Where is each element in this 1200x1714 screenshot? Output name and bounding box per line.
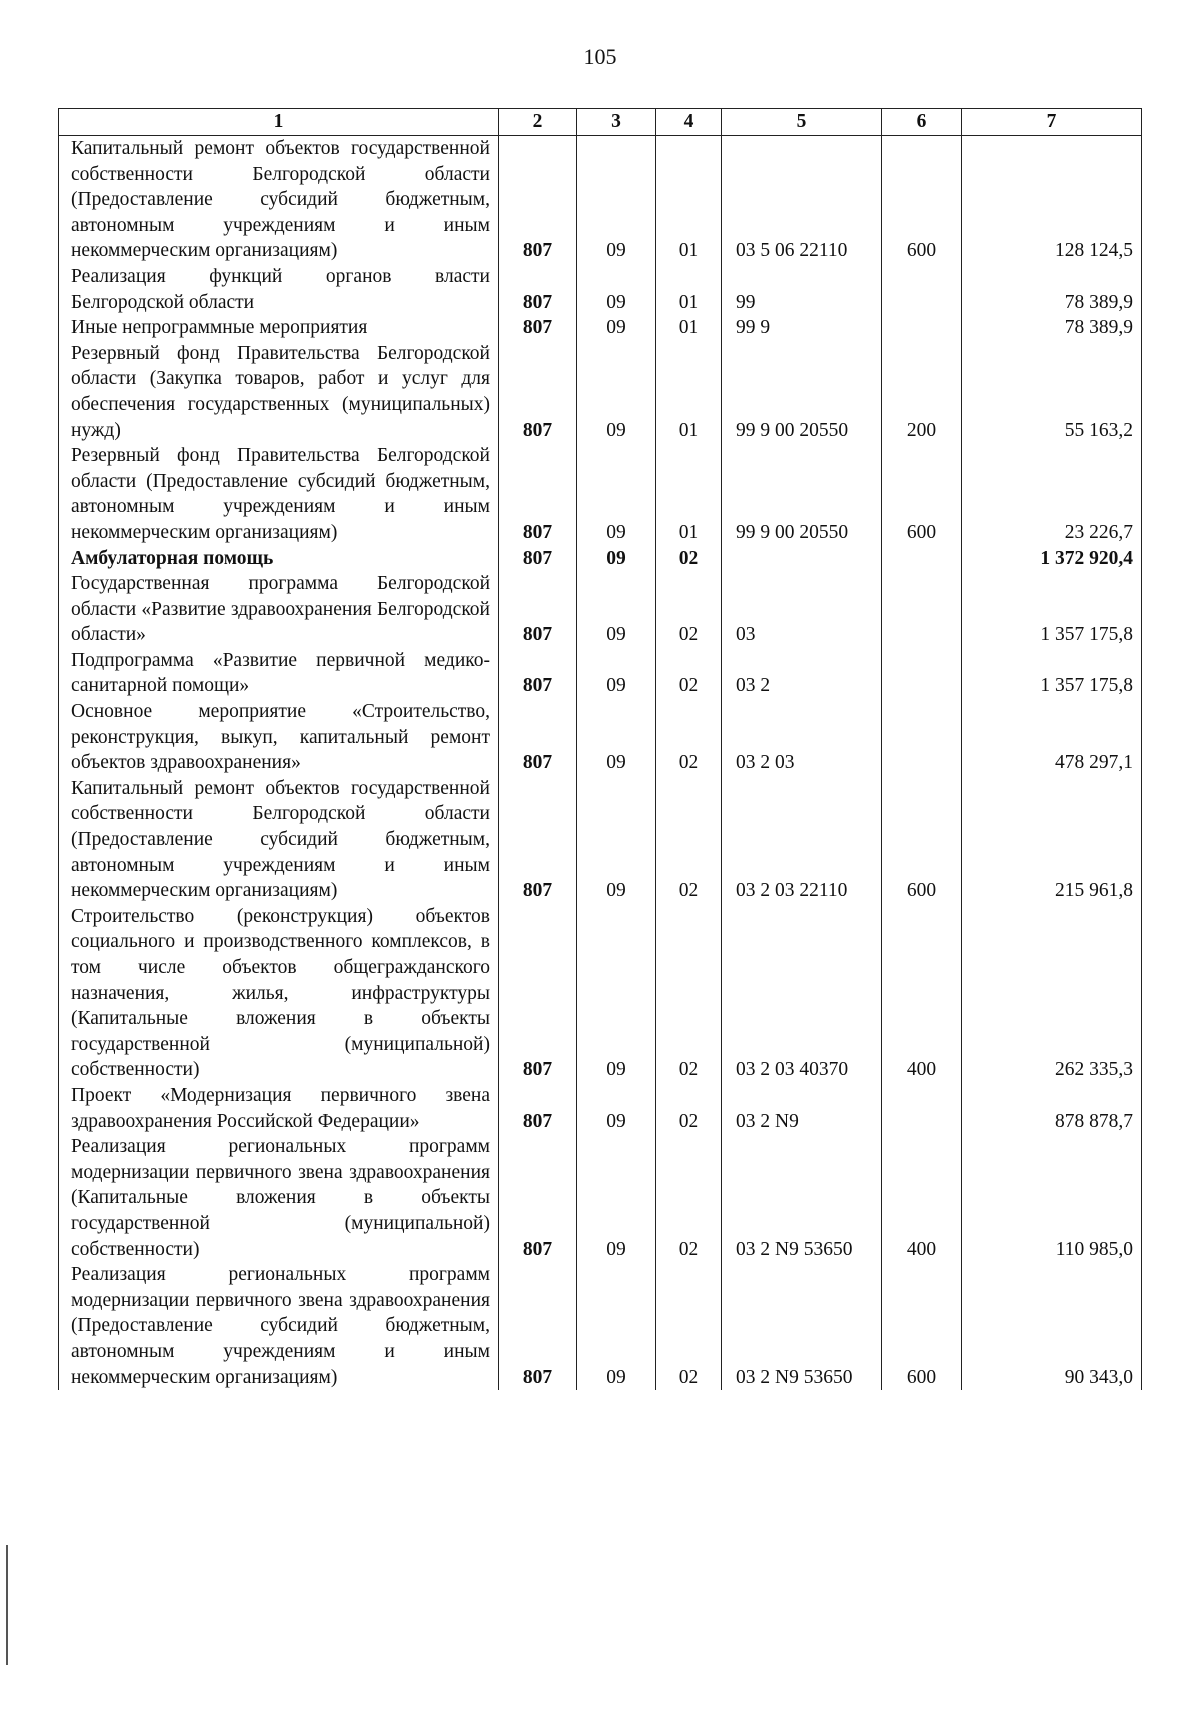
row-expense-type-code [882, 1083, 962, 1134]
row-section-code: 09 [577, 264, 656, 315]
row-amount: 78 389,9 [962, 315, 1142, 341]
row-amount: 215 961,8 [962, 776, 1142, 904]
row-subsection-code: 02 [656, 904, 722, 1083]
row-section-code: 09 [577, 699, 656, 776]
row-name: Амбулаторная помощь [59, 546, 499, 572]
row-ved-code: 807 [499, 648, 577, 699]
row-section-code: 09 [577, 776, 656, 904]
row-section-code: 09 [577, 546, 656, 572]
row-ved-code: 807 [499, 571, 577, 648]
page-number: 105 [583, 44, 617, 69]
row-ved-code: 807 [499, 1262, 577, 1390]
row-subsection-code: 02 [656, 546, 722, 572]
row-ved-code: 807 [499, 136, 577, 264]
row-expense-type-code [882, 546, 962, 572]
row-amount: 90 343,0 [962, 1262, 1142, 1390]
row-amount: 23 226,7 [962, 443, 1142, 545]
column-header-2: 2 [499, 109, 577, 136]
row-subsection-code: 02 [656, 1134, 722, 1262]
row-target-article-code: 03 2 [722, 648, 882, 699]
row-section-code: 09 [577, 571, 656, 648]
table-row [59, 136, 1142, 264]
row-section-code: 09 [577, 136, 656, 264]
row-section-code: 09 [577, 648, 656, 699]
table-row [59, 1134, 1142, 1262]
row-amount: 478 297,1 [962, 699, 1142, 776]
column-header-1: 1 [59, 109, 499, 136]
row-amount: 262 335,3 [962, 904, 1142, 1083]
row-target-article-code [722, 546, 882, 572]
row-section-code: 09 [577, 315, 656, 341]
row-subsection-code: 02 [656, 699, 722, 776]
row-amount: 128 124,5 [962, 136, 1142, 264]
row-subsection-code: 01 [656, 264, 722, 315]
row-subsection-code: 02 [656, 571, 722, 648]
table-row [59, 443, 1142, 545]
row-subsection-code: 01 [656, 315, 722, 341]
row-section-code: 09 [577, 1262, 656, 1390]
row-amount: 1 372 920,4 [962, 546, 1142, 572]
budget-table [58, 108, 1142, 1390]
row-target-article-code: 03 2 N9 53650 [722, 1134, 882, 1262]
row-expense-type-code: 600 [882, 136, 962, 264]
row-expense-type-code: 400 [882, 904, 962, 1083]
row-target-article-code: 99 9 00 20550 [722, 443, 882, 545]
row-name: Подпрограмма «Развитие первичной медико-санитарной помощи» [59, 648, 499, 699]
row-name: Основное мероприятие «Строительство, реконструкция, выкуп, капитальный ремонт объектов здравоохранения» [59, 699, 499, 776]
table-body [59, 136, 1142, 1391]
row-subsection-code: 02 [656, 1262, 722, 1390]
column-header-4: 4 [656, 109, 722, 136]
row-target-article-code: 03 2 03 40370 [722, 904, 882, 1083]
row-target-article-code: 99 9 00 20550 [722, 341, 882, 443]
row-ved-code: 807 [499, 315, 577, 341]
row-name: Иные непрограммные мероприятия [59, 315, 499, 341]
row-name: Реализация региональных программ модернизации первичного звена здравоохранения (Капитальные вложения в объекты государственной (муниципальной) собственности) [59, 1134, 499, 1262]
row-section-code: 09 [577, 1134, 656, 1262]
table-row [59, 648, 1142, 699]
column-header-5: 5 [722, 109, 882, 136]
row-subsection-code: 01 [656, 136, 722, 264]
row-expense-type-code: 600 [882, 443, 962, 545]
table-row [59, 699, 1142, 776]
row-name: Реализация региональных программ модернизации первичного звена здравоохранения (Предоставление субсидий бюджетным, автономным учреждениям и иным некоммерческим организациям) [59, 1262, 499, 1390]
row-name: Капитальный ремонт объектов государственной собственности Белгородской области (Предоставление субсидий бюджетным, автономным учреждениям и иным некоммерческим организациям) [59, 136, 499, 264]
row-expense-type-code [882, 315, 962, 341]
row-name: Государственная программа Белгородской области «Развитие здравоохранения Белгородской области» [59, 571, 499, 648]
row-section-code: 09 [577, 904, 656, 1083]
table-row [59, 776, 1142, 904]
row-amount: 55 163,2 [962, 341, 1142, 443]
table-row [59, 264, 1142, 315]
row-name: Капитальный ремонт объектов государственной собственности Белгородской области (Предоставление субсидий бюджетным, автономным учреждениям и иным некоммерческим организациям) [59, 776, 499, 904]
row-target-article-code: 03 5 06 22110 [722, 136, 882, 264]
row-amount: 878 878,7 [962, 1083, 1142, 1134]
column-header-3: 3 [577, 109, 656, 136]
row-expense-type-code: 600 [882, 776, 962, 904]
row-ved-code: 807 [499, 341, 577, 443]
row-section-code: 09 [577, 443, 656, 545]
row-subsection-code: 01 [656, 443, 722, 545]
row-target-article-code: 99 [722, 264, 882, 315]
row-expense-type-code [882, 699, 962, 776]
row-section-code: 09 [577, 1083, 656, 1134]
row-expense-type-code: 400 [882, 1134, 962, 1262]
row-subsection-code: 01 [656, 341, 722, 443]
row-amount: 1 357 175,8 [962, 571, 1142, 648]
table-row [59, 904, 1142, 1083]
row-expense-type-code [882, 648, 962, 699]
column-header-6: 6 [882, 109, 962, 136]
row-expense-type-code [882, 264, 962, 315]
row-expense-type-code: 600 [882, 1262, 962, 1390]
row-target-article-code: 99 9 [722, 315, 882, 341]
row-expense-type-code [882, 571, 962, 648]
row-subsection-code: 02 [656, 1083, 722, 1134]
table-row [59, 315, 1142, 341]
row-target-article-code: 03 2 03 22110 [722, 776, 882, 904]
row-amount: 110 985,0 [962, 1134, 1142, 1262]
row-name: Резервный фонд Правительства Белгородской области (Закупка товаров, работ и услуг для обеспечения государственных (муниципальных) нужд) [59, 341, 499, 443]
row-subsection-code: 02 [656, 648, 722, 699]
row-name: Резервный фонд Правительства Белгородской области (Предоставление субсидий бюджетным, автономным учреждениям и иным некоммерческим организациям) [59, 443, 499, 545]
row-target-article-code: 03 2 N9 53650 [722, 1262, 882, 1390]
row-expense-type-code: 200 [882, 341, 962, 443]
row-name: Строительство (реконструкция) объектов социального и производственного комплексов, в том числе объектов общегражданского назначения, жилья, инфраструктуры (Капитальные вложения в объекты государственной (муниципальной) собственности) [59, 904, 499, 1083]
table-row [59, 1262, 1142, 1390]
table-row [59, 571, 1142, 648]
column-header-7: 7 [962, 109, 1142, 136]
table-row [59, 1083, 1142, 1134]
table-row [59, 341, 1142, 443]
row-ved-code: 807 [499, 546, 577, 572]
row-name: Реализация функций органов власти Белгородской области [59, 264, 499, 315]
row-target-article-code: 03 [722, 571, 882, 648]
row-ved-code: 807 [499, 1134, 577, 1262]
row-ved-code: 807 [499, 699, 577, 776]
row-ved-code: 807 [499, 443, 577, 545]
row-amount: 1 357 175,8 [962, 648, 1142, 699]
row-name: Проект «Модернизация первичного звена здравоохранения Российской Федерации» [59, 1083, 499, 1134]
row-ved-code: 807 [499, 776, 577, 904]
row-ved-code: 807 [499, 904, 577, 1083]
row-amount: 78 389,9 [962, 264, 1142, 315]
row-ved-code: 807 [499, 1083, 577, 1134]
row-subsection-code: 02 [656, 776, 722, 904]
scan-margin-line [6, 1545, 8, 1665]
table-row [59, 546, 1142, 572]
table-header-row [59, 109, 1142, 136]
row-target-article-code: 03 2 N9 [722, 1083, 882, 1134]
row-target-article-code: 03 2 03 [722, 699, 882, 776]
row-section-code: 09 [577, 341, 656, 443]
row-ved-code: 807 [499, 264, 577, 315]
